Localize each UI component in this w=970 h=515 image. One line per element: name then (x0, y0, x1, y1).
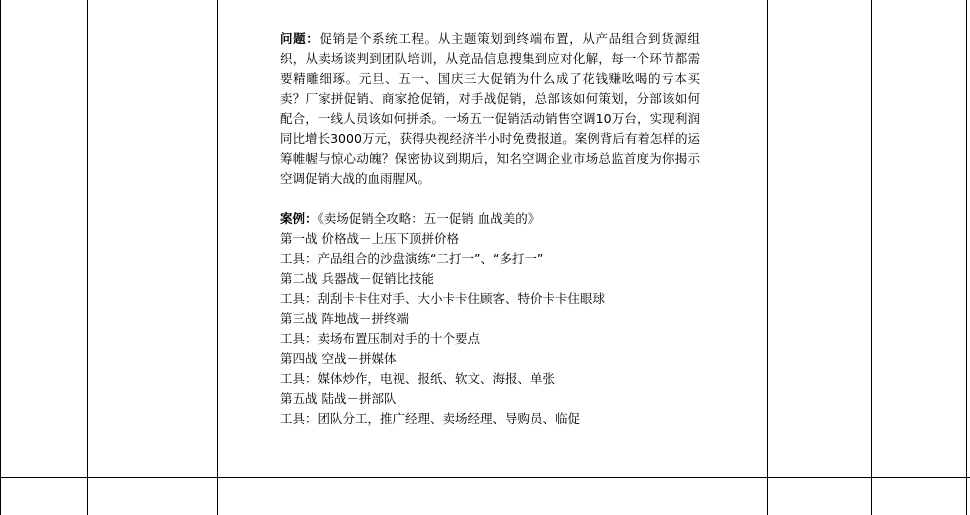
case-title: 《卖场促销全攻略：五一促销 血战美的》 (317, 211, 541, 226)
problem-label: 问题： (280, 31, 320, 46)
column-divider-3 (767, 0, 768, 515)
case-line: 第五战 陆战－拼部队 (280, 391, 397, 406)
problem-paragraph (280, 29, 700, 189)
case-line: 工具：刮刮卡卡住对手、大小卡卡住顾客、特价卡卡住眼球 (280, 291, 606, 306)
case-line: 工具：团队分工，推广经理、卖场经理、导购员、临促 (280, 411, 581, 426)
column-divider-4 (871, 0, 872, 515)
case-line: 工具：产品组合的沙盘演练“二打一”、“多打一” (280, 251, 544, 266)
case-line: 工具：媒体炒作，电视、报纸、软文、海报、单张 (280, 371, 556, 386)
row-divider (0, 477, 970, 478)
case-line: 第三战 阵地战－拼终端 (280, 311, 409, 326)
case-line: 第一战 价格战－上压下顶拼价格 (280, 231, 459, 246)
column-divider-5 (966, 0, 967, 515)
case-label: 案例： (280, 211, 318, 226)
problem-text: 促销是个系统工程。从主题策划到终端布置，从产品组合到货源组织，从卖场谈判到团队培训，从竞品信息搜集到应对化解，每一个环节都需要精雕细琢。元旦、五一、国庆三大促销为什么成了花钱赚吆喝的亏本买卖？厂家拼促销、商家抢促销，对手战促销，总部该如何策划，分部该如何配合，一线人员该如何拼杀。一场五一促销活动销售空调10万台，实现利润同比增长3000万元，获得央视经济半小时免费报道。案例背后有着怎样的运筹帷幄与惊心动魄？保密协议到期后，知名空调企业市场总监首度为你揭示空调促销大战的血雨腥风。 (280, 31, 700, 186)
column-divider-1 (87, 0, 88, 515)
paragraph-spacer (280, 189, 700, 209)
case-heading (280, 209, 700, 229)
course-description-cell (280, 29, 700, 429)
table-border-left (0, 0, 1, 515)
case-line: 工具：卖场布置压制对手的十个要点 (280, 331, 481, 346)
case-line: 第二战 兵器战－促销比技能 (280, 271, 434, 286)
case-line: 第四战 空战－拼媒体 (280, 351, 397, 366)
column-divider-2 (217, 0, 218, 515)
